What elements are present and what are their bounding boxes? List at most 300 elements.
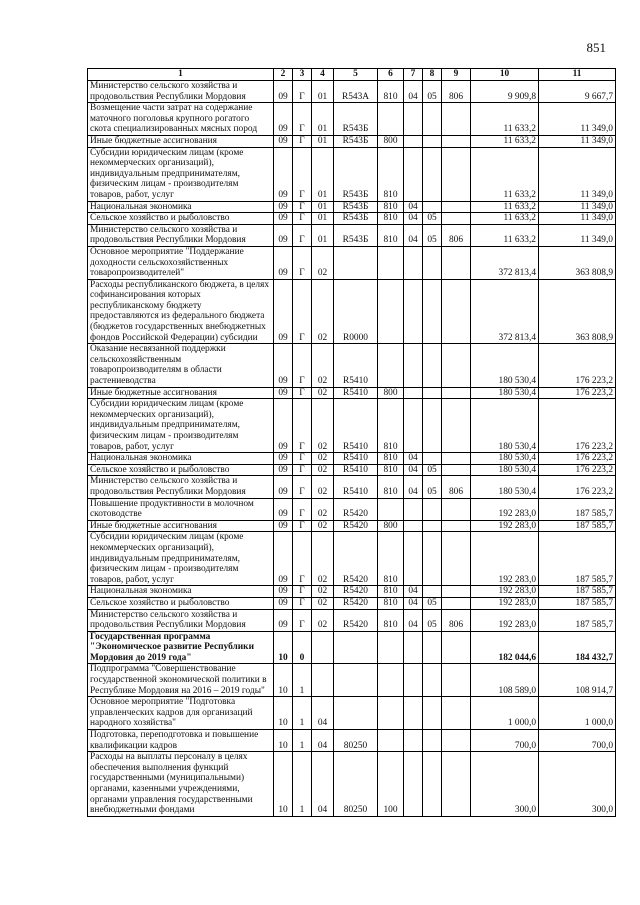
table-cell <box>442 730 471 752</box>
table-cell: 04 <box>404 609 423 631</box>
table-cell: 810 <box>378 464 404 476</box>
table-cell: 04 <box>404 81 423 103</box>
row-label: Министерство сельского хозяйства и продовольствия Республики Мордовия <box>88 476 274 498</box>
table-cell: 05 <box>423 213 442 225</box>
table-cell <box>442 453 471 465</box>
table-cell: 100 <box>378 752 404 817</box>
table-cell <box>378 631 404 664</box>
table-cell <box>442 135 471 147</box>
table-cell: 192 283,0 <box>471 532 539 586</box>
table-cell <box>378 498 404 520</box>
row-label: Субсидии юридическим лицам (кроме некоммерческих организаций), индивидуальным предпринимателям, физическим лицам - производителям товаров, работ, услуг <box>88 532 274 586</box>
page-number: 851 <box>586 40 606 55</box>
table-row <box>88 476 616 498</box>
table-cell: 810 <box>378 81 404 103</box>
table-cell: 01 <box>312 201 334 213</box>
table-cell: 810 <box>378 399 404 453</box>
table-cell: 176 223,2 <box>539 387 616 399</box>
table-cell <box>404 399 423 453</box>
row-label: Основное мероприятие "Поддержание доходности сельскохозяйственных товаропроизводителей" <box>88 246 274 279</box>
table-cell: 187 585,7 <box>539 498 616 520</box>
table-row <box>88 103 616 136</box>
table-cell: 1 000,0 <box>471 697 539 730</box>
table-cell <box>442 147 471 201</box>
table-cell: Г <box>293 279 312 344</box>
table-cell <box>423 135 442 147</box>
table-cell: 09 <box>274 224 293 246</box>
table-cell <box>423 697 442 730</box>
table-cell: 9 909,8 <box>471 81 539 103</box>
table-cell: 05 <box>423 81 442 103</box>
table-cell: 363 808,9 <box>539 279 616 344</box>
table-cell: 192 283,0 <box>471 609 539 631</box>
table-cell: 800 <box>378 135 404 147</box>
table-cell: 806 <box>442 609 471 631</box>
table-cell: 810 <box>378 532 404 586</box>
table-cell: R543Б <box>334 213 378 225</box>
table-cell <box>404 344 423 387</box>
table-cell: Г <box>293 201 312 213</box>
table-cell: Г <box>293 464 312 476</box>
table-cell: 11 633,2 <box>471 201 539 213</box>
table-cell: 108 914,7 <box>539 664 616 697</box>
table-row <box>88 399 616 453</box>
table-row <box>88 752 616 817</box>
table-cell: 10 <box>274 664 293 697</box>
table-cell: 02 <box>312 399 334 453</box>
table-cell: 176 223,2 <box>539 344 616 387</box>
table-cell <box>404 532 423 586</box>
table-cell: Г <box>293 399 312 453</box>
table-cell: 11 633,2 <box>471 103 539 136</box>
table-row <box>88 532 616 586</box>
table-cell: 10 <box>274 752 293 817</box>
table-cell: R5420 <box>334 609 378 631</box>
table-cell: 10 <box>274 697 293 730</box>
table-cell: 02 <box>312 609 334 631</box>
col-header: 4 <box>312 69 334 81</box>
table-cell: 187 585,7 <box>539 586 616 598</box>
table-row <box>88 147 616 201</box>
table-cell <box>312 664 334 697</box>
table-cell: 05 <box>423 476 442 498</box>
table-cell: 182 044,6 <box>471 631 539 664</box>
table-cell: 01 <box>312 135 334 147</box>
table-cell <box>404 279 423 344</box>
table-cell: 04 <box>312 697 334 730</box>
table-cell: 810 <box>378 201 404 213</box>
table-cell <box>442 664 471 697</box>
table-cell: Г <box>293 147 312 201</box>
table-cell <box>423 752 442 817</box>
table-row <box>88 81 616 103</box>
row-label: Иные бюджетные ассигнования <box>88 387 274 399</box>
table-cell: R543Б <box>334 147 378 201</box>
table-cell: 810 <box>378 147 404 201</box>
table-cell: 810 <box>378 476 404 498</box>
table-cell: 09 <box>274 387 293 399</box>
row-label: Сельское хозяйство и рыболовство <box>88 213 274 225</box>
table-cell: Г <box>293 344 312 387</box>
table-cell: 1 000,0 <box>539 697 616 730</box>
table-cell: 800 <box>378 387 404 399</box>
row-label: Национальная экономика <box>88 201 274 213</box>
row-label: Расходы республиканского бюджета, в целях софинансирования которых республиканскому бюджету предоставляются из федерального бюджета (бюджетов государственных внебюджетных фондов Российской Федерации) субсидии <box>88 279 274 344</box>
table-cell: R5420 <box>334 586 378 598</box>
table-cell: 11 349,0 <box>539 224 616 246</box>
table-cell: R543А <box>334 81 378 103</box>
table-cell: 09 <box>274 81 293 103</box>
row-label: Министерство сельского хозяйства и продовольствия Республики Мордовия <box>88 224 274 246</box>
table-cell: 80250 <box>334 730 378 752</box>
row-label: Государственная программа "Экономическое развитие Республики Мордовия до 2019 года" <box>88 631 274 664</box>
table-row <box>88 387 616 399</box>
table-cell: 04 <box>312 730 334 752</box>
table-cell <box>404 147 423 201</box>
table-cell: Г <box>293 476 312 498</box>
col-header: 8 <box>423 69 442 81</box>
table-cell: 09 <box>274 399 293 453</box>
table-cell <box>442 344 471 387</box>
table-cell: 09 <box>274 147 293 201</box>
table-cell: R5410 <box>334 453 378 465</box>
table-cell <box>442 213 471 225</box>
table-cell: 192 283,0 <box>471 498 539 520</box>
table-cell <box>423 664 442 697</box>
table-cell: 810 <box>378 213 404 225</box>
table-cell: 11 349,0 <box>539 213 616 225</box>
table-cell: 810 <box>378 597 404 609</box>
row-label: Субсидии юридическим лицам (кроме некоммерческих организаций), индивидуальным предпринимателям, физическим лицам - производителям товаров, работ, услуг <box>88 147 274 201</box>
table-cell: 187 585,7 <box>539 597 616 609</box>
table-row <box>88 279 616 344</box>
table-cell: 04 <box>404 213 423 225</box>
table-cell <box>442 498 471 520</box>
row-label: Основное мероприятие "Подготовка управленческих кадров для организаций народного хозяйства" <box>88 697 274 730</box>
table-cell <box>378 103 404 136</box>
table-cell: 11 349,0 <box>539 103 616 136</box>
table-cell: 11 349,0 <box>539 201 616 213</box>
table-cell: 180 530,4 <box>471 453 539 465</box>
table-cell: 02 <box>312 520 334 532</box>
table-cell <box>404 520 423 532</box>
table-cell <box>378 246 404 279</box>
col-header: 6 <box>378 69 404 81</box>
table-cell: Г <box>293 586 312 598</box>
table-cell: 184 432,7 <box>539 631 616 664</box>
table-row <box>88 246 616 279</box>
table-cell: R5410 <box>334 464 378 476</box>
table-cell <box>423 631 442 664</box>
table-cell: 02 <box>312 344 334 387</box>
table-cell <box>334 697 378 730</box>
table-cell <box>442 464 471 476</box>
table-cell: 09 <box>274 135 293 147</box>
col-header: 9 <box>442 69 471 81</box>
row-label: Сельское хозяйство и рыболовство <box>88 464 274 476</box>
row-label: Повышение продуктивности в молочном скотоводстве <box>88 498 274 520</box>
table-cell: 806 <box>442 476 471 498</box>
table-cell <box>442 631 471 664</box>
table-cell: 700,0 <box>539 730 616 752</box>
col-header: 1 <box>88 69 274 81</box>
row-label: Министерство сельского хозяйства и продовольствия Республики Мордовия <box>88 609 274 631</box>
table-cell: 180 530,4 <box>471 399 539 453</box>
table-cell <box>404 135 423 147</box>
table-cell: 01 <box>312 103 334 136</box>
table-cell: 02 <box>312 387 334 399</box>
table-cell: 9 667,7 <box>539 81 616 103</box>
table-cell: 800 <box>378 520 404 532</box>
col-header: 3 <box>293 69 312 81</box>
table-cell: 806 <box>442 81 471 103</box>
table-cell: 1 <box>293 697 312 730</box>
table-cell: 04 <box>404 586 423 598</box>
table-cell: 80250 <box>334 752 378 817</box>
table-cell <box>404 387 423 399</box>
table-cell: 09 <box>274 464 293 476</box>
table-cell: 11 633,2 <box>471 135 539 147</box>
table-row <box>88 664 616 697</box>
table-cell: 09 <box>274 103 293 136</box>
table-cell: 11 349,0 <box>539 135 616 147</box>
row-label: Расходы на выплаты персоналу в целях обеспечения выполнения функций государственными (муниципальными) органами, казенными учреждениями, органами управления государственными внебюджетными фондами <box>88 752 274 817</box>
table-cell: 04 <box>404 453 423 465</box>
table-cell: R543Б <box>334 135 378 147</box>
row-label: Подпрограмма "Совершенствование государственной экономической политики в Республике Мордовия на 2016 – 2019 годы" <box>88 664 274 697</box>
row-label: Национальная экономика <box>88 453 274 465</box>
table-cell <box>423 147 442 201</box>
table-cell: 04 <box>404 224 423 246</box>
row-label: Оказание несвязанной поддержки сельскохозяйственным товаропроизводителям в области растениеводства <box>88 344 274 387</box>
table-cell: 192 283,0 <box>471 520 539 532</box>
table-cell <box>442 520 471 532</box>
table-cell: 09 <box>274 246 293 279</box>
row-label: Субсидии юридическим лицам (кроме некоммерческих организаций), индивидуальным предпринимателям, физическим лицам - производителям товаров, работ, услуг <box>88 399 274 453</box>
table-cell: 04 <box>404 201 423 213</box>
table-cell <box>378 697 404 730</box>
row-label: Возмещение части затрат на содержание маточного поголовья крупного рогатого скота специализированных мясных пород <box>88 103 274 136</box>
table-cell: R5420 <box>334 597 378 609</box>
table-cell <box>312 631 334 664</box>
table-cell <box>378 730 404 752</box>
table-cell: 09 <box>274 597 293 609</box>
table-cell: 300,0 <box>539 752 616 817</box>
table-cell: 09 <box>274 453 293 465</box>
table-cell: 09 <box>274 213 293 225</box>
table-cell: 04 <box>404 464 423 476</box>
table-cell: 01 <box>312 147 334 201</box>
table-cell: 176 223,2 <box>539 476 616 498</box>
table-cell: 01 <box>312 224 334 246</box>
table-cell: R5420 <box>334 498 378 520</box>
table-cell: 09 <box>274 586 293 598</box>
table-cell: 09 <box>274 279 293 344</box>
table-cell: Г <box>293 609 312 631</box>
table-cell: 372 813,4 <box>471 279 539 344</box>
table-cell: 187 585,7 <box>539 532 616 586</box>
table-cell: 192 283,0 <box>471 597 539 609</box>
table-cell: 810 <box>378 586 404 598</box>
table-cell: Г <box>293 532 312 586</box>
col-header: 5 <box>334 69 378 81</box>
table-cell <box>423 103 442 136</box>
table-cell <box>423 246 442 279</box>
row-label: Иные бюджетные ассигнования <box>88 520 274 532</box>
table-cell <box>378 664 404 697</box>
table-cell: Г <box>293 224 312 246</box>
table-cell: Г <box>293 81 312 103</box>
table-cell: 02 <box>312 597 334 609</box>
row-label: Национальная экономика <box>88 586 274 598</box>
table-cell: 810 <box>378 453 404 465</box>
table-cell: 05 <box>423 609 442 631</box>
table-cell <box>423 201 442 213</box>
table-row <box>88 464 616 476</box>
table-row <box>88 520 616 532</box>
table-cell <box>404 103 423 136</box>
table-cell <box>423 532 442 586</box>
table-row <box>88 213 616 225</box>
table-cell <box>378 279 404 344</box>
col-header: 10 <box>471 69 539 81</box>
table-cell: 11 633,2 <box>471 213 539 225</box>
table-cell <box>334 246 378 279</box>
table-cell <box>442 752 471 817</box>
table-cell: 09 <box>274 498 293 520</box>
table-cell: 176 223,2 <box>539 464 616 476</box>
table-cell: 180 530,4 <box>471 464 539 476</box>
table-row <box>88 224 616 246</box>
table-cell: 180 530,4 <box>471 344 539 387</box>
table-cell: 810 <box>378 224 404 246</box>
table-cell <box>423 344 442 387</box>
table-cell: 05 <box>423 464 442 476</box>
table-cell: 05 <box>423 597 442 609</box>
table-cell: 02 <box>312 453 334 465</box>
table-cell: 180 530,4 <box>471 476 539 498</box>
table-cell: 04 <box>404 476 423 498</box>
table-cell: 02 <box>312 498 334 520</box>
table-cell: R543Б <box>334 201 378 213</box>
row-label: Подготовка, переподготовка и повышение квалификации кадров <box>88 730 274 752</box>
table-cell: 810 <box>378 609 404 631</box>
table-cell: Г <box>293 103 312 136</box>
table-row <box>88 201 616 213</box>
table-cell: 10 <box>274 631 293 664</box>
table-cell: 108 589,0 <box>471 664 539 697</box>
table-cell: 806 <box>442 224 471 246</box>
table-cell: Г <box>293 135 312 147</box>
table-cell: 01 <box>312 213 334 225</box>
budget-table <box>87 68 616 817</box>
table-cell <box>378 344 404 387</box>
table-cell: 1 <box>293 664 312 697</box>
table-cell: 11 633,2 <box>471 224 539 246</box>
table-cell: R543Б <box>334 103 378 136</box>
table-cell <box>442 246 471 279</box>
table-cell <box>423 453 442 465</box>
row-label: Министерство сельского хозяйства и продовольствия Республики Мордовия <box>88 81 274 103</box>
table-cell <box>423 387 442 399</box>
table-cell: Г <box>293 597 312 609</box>
table-cell: R5410 <box>334 399 378 453</box>
table-row <box>88 730 616 752</box>
table-cell: 02 <box>312 586 334 598</box>
table-cell <box>442 103 471 136</box>
table-cell: 09 <box>274 201 293 213</box>
header-row <box>88 69 616 81</box>
table-cell: 700,0 <box>471 730 539 752</box>
table-cell: R543Б <box>334 224 378 246</box>
table-cell: 0 <box>293 631 312 664</box>
table-cell: 187 585,7 <box>539 609 616 631</box>
table-cell <box>442 532 471 586</box>
table-cell <box>442 586 471 598</box>
table-cell <box>423 730 442 752</box>
table-cell <box>442 279 471 344</box>
table-cell <box>423 586 442 598</box>
table-cell <box>442 697 471 730</box>
table-cell: 09 <box>274 520 293 532</box>
table-cell: 09 <box>274 532 293 586</box>
table-row <box>88 609 616 631</box>
row-label: Иные бюджетные ассигнования <box>88 135 274 147</box>
table-cell <box>404 498 423 520</box>
table-cell <box>334 631 378 664</box>
table-row <box>88 697 616 730</box>
table-cell <box>442 201 471 213</box>
table-cell: R5420 <box>334 532 378 586</box>
table-cell: 192 283,0 <box>471 586 539 598</box>
table-cell: 176 223,2 <box>539 399 616 453</box>
table-body <box>88 81 616 817</box>
table-cell <box>404 697 423 730</box>
table-cell <box>442 399 471 453</box>
table-cell: Г <box>293 453 312 465</box>
col-header: 7 <box>404 69 423 81</box>
table-cell: 04 <box>404 597 423 609</box>
table-cell: 09 <box>274 609 293 631</box>
table-cell: 02 <box>312 246 334 279</box>
table-cell <box>334 664 378 697</box>
table-row <box>88 453 616 465</box>
table-cell: 02 <box>312 476 334 498</box>
table-cell <box>442 597 471 609</box>
table-cell: R5420 <box>334 520 378 532</box>
table-cell <box>404 246 423 279</box>
table-cell: R5410 <box>334 387 378 399</box>
table-row <box>88 631 616 664</box>
table-cell: 180 530,4 <box>471 387 539 399</box>
table-cell <box>404 752 423 817</box>
table-cell: Г <box>293 498 312 520</box>
table-cell: 05 <box>423 224 442 246</box>
table-cell: 02 <box>312 464 334 476</box>
table-cell: 01 <box>312 81 334 103</box>
table-cell: 11 349,0 <box>539 147 616 201</box>
table-row <box>88 344 616 387</box>
table-cell <box>404 730 423 752</box>
table-cell: 300,0 <box>471 752 539 817</box>
col-header: 11 <box>539 69 616 81</box>
table-cell: 02 <box>312 532 334 586</box>
table-cell: 10 <box>274 730 293 752</box>
table-row <box>88 597 616 609</box>
table-cell <box>423 520 442 532</box>
table-row <box>88 586 616 598</box>
table-cell <box>423 498 442 520</box>
